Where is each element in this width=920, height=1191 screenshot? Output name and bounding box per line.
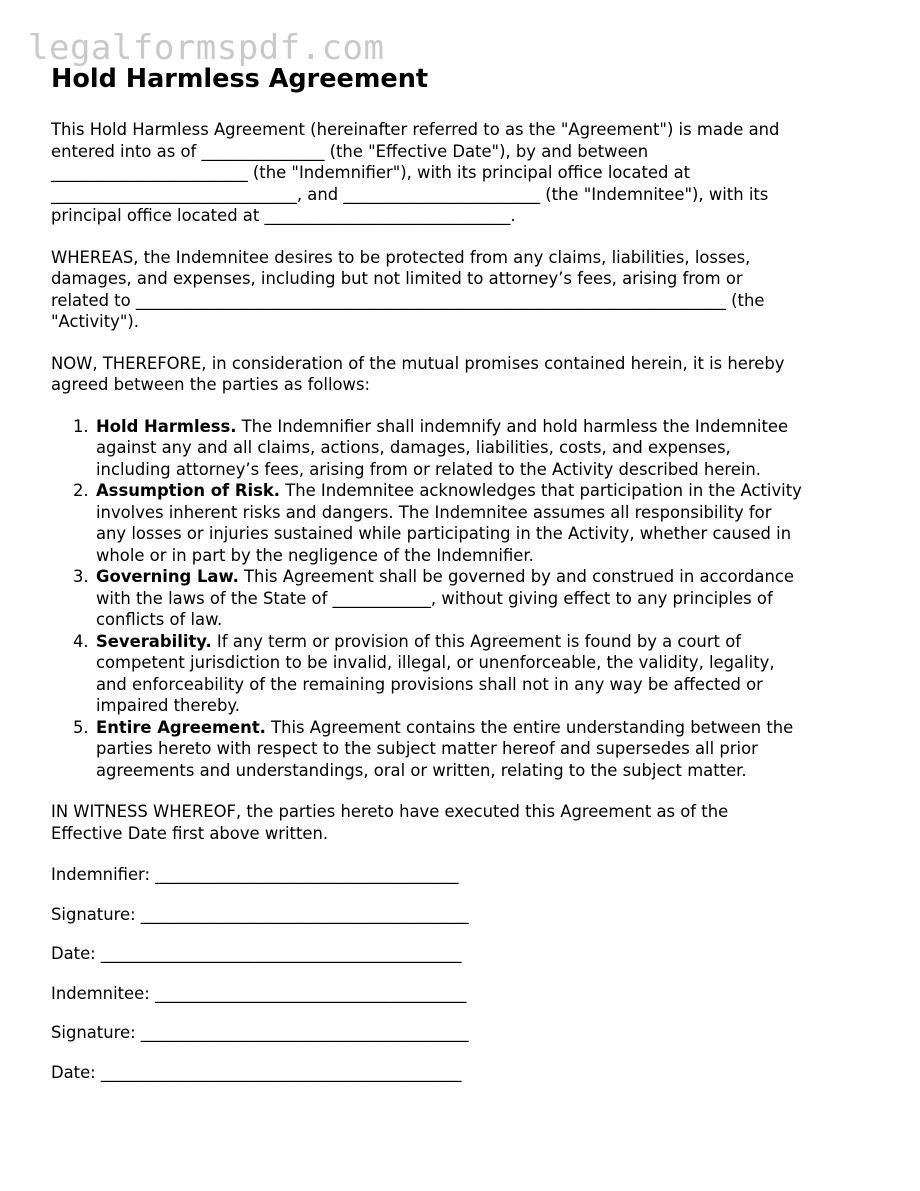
now-therefore-line: agreed between the parties as follows: bbox=[51, 375, 371, 394]
intro-line: ________________________ (the "Indemnifier"), with its principal office located at bbox=[51, 163, 691, 182]
clause-number: 4. bbox=[73, 631, 89, 651]
clause-governing-law bbox=[51, 566, 881, 631]
clause-text: involves inherent risks and dangers. The Indemnitee assumes all responsibility for bbox=[96, 502, 772, 522]
indemnifier-date-field[interactable]: Date: ____________________________________________ bbox=[51, 944, 462, 963]
clause-number: 3. bbox=[73, 567, 89, 586]
clause-text: This Agreement shall be governed by and construed in accordance bbox=[238, 567, 794, 586]
whereas-line: "Activity"). bbox=[51, 312, 139, 331]
clause-text: and enforceability of the remaining provisions shall not in any way be affected or bbox=[96, 674, 763, 694]
clause-text: conflicts of law. bbox=[96, 610, 223, 629]
indemnifier-name-field[interactable]: Indemnifier: _____________________________________ bbox=[51, 865, 459, 884]
clause-assumption-of-risk bbox=[51, 480, 881, 566]
intro-line: entered into as of _______________ (the "Effective Date"), by and between bbox=[51, 141, 649, 161]
clause-text: including attorney’s fees, arising from or related to the Activity described herein. bbox=[96, 459, 762, 479]
clause-text: any losses or injuries sustained while participating in the Activity, whether caused in bbox=[96, 524, 792, 543]
intro-line: This Hold Harmless Agreement (hereinafter referred to as the "Agreement") is made and bbox=[51, 120, 780, 139]
witness-paragraph bbox=[51, 801, 881, 844]
clause-text: competent jurisdiction to be invalid, illegal, or unenforceable, the validity, legality, bbox=[96, 653, 775, 672]
indemnitee-date-field[interactable]: Date: ____________________________________________ bbox=[51, 1062, 462, 1082]
document-title: Hold Harmless Agreement bbox=[51, 64, 429, 94]
clause-text: impaired thereby. bbox=[96, 696, 240, 715]
witness-line: Effective Date first above written. bbox=[51, 823, 329, 843]
whereas-line: related to ________________________________________________________________________ (the bbox=[51, 290, 765, 310]
clause-entire-agreement bbox=[51, 717, 881, 782]
clause-heading: Entire Agreement. bbox=[96, 717, 266, 737]
clause-text: against any and all claims, actions, damages, liabilities, costs, and expenses, bbox=[96, 438, 731, 457]
clause-text: with the laws of the State of ____________, without giving effect to any principles of bbox=[96, 588, 773, 608]
indemnifier-signature-field[interactable]: Signature: ________________________________________ bbox=[51, 904, 469, 924]
clause-text: whole or in part by the negligence of the Indemnifier. bbox=[96, 545, 534, 565]
intro-paragraph bbox=[51, 119, 881, 227]
indemnitee-name-field[interactable]: Indemnitee: ______________________________________ bbox=[51, 983, 467, 1003]
intro-line: ______________________________, and ________________________ (the "Indemnitee"), with its bbox=[51, 184, 769, 204]
clause-text: The Indemnifier shall indemnify and hold harmless the Indemnitee bbox=[236, 416, 789, 436]
now-therefore-paragraph bbox=[51, 353, 881, 396]
witness-line: IN WITNESS WHEREOF, the parties hereto have executed this Agreement as of the bbox=[51, 802, 729, 821]
clause-severability bbox=[51, 631, 881, 717]
clause-heading: Hold Harmless. bbox=[96, 416, 237, 436]
clause-text: If any term or provision of this Agreement is found by a court of bbox=[211, 631, 741, 651]
clause-heading: Governing Law. bbox=[96, 567, 239, 586]
whereas-line: damages, and expenses, including but not limited to attorney’s fees, arising from or bbox=[51, 269, 743, 288]
clause-text: This Agreement contains the entire understanding between the bbox=[265, 717, 794, 737]
whereas-line: WHEREAS, the Indemnitee desires to be protected from any claims, liabilities, losses, bbox=[51, 247, 751, 267]
clause-heading: Assumption of Risk. bbox=[96, 481, 280, 500]
intro-line: principal office located at ______________________________. bbox=[51, 206, 516, 225]
clause-text: agreements and understandings, oral or written, relating to the subject matter. bbox=[96, 760, 747, 780]
watermark-logo: legalformspdf.com bbox=[28, 28, 385, 68]
clause-list bbox=[51, 416, 881, 782]
clause-number: 1. bbox=[73, 416, 89, 436]
indemnitee-signature-field[interactable]: Signature: ________________________________________ bbox=[51, 1023, 469, 1042]
clause-number: 5. bbox=[73, 717, 89, 737]
now-therefore-line: NOW, THEREFORE, in consideration of the mutual promises contained herein, it is hereby bbox=[51, 353, 785, 373]
document-body bbox=[51, 62, 881, 1101]
clause-number: 2. bbox=[73, 481, 89, 500]
clause-text: The Indemnitee acknowledges that participation in the Activity bbox=[280, 481, 802, 500]
clause-text: parties hereto with respect to the subject matter hereof and supersedes all prior bbox=[96, 739, 758, 758]
whereas-paragraph bbox=[51, 247, 881, 333]
clause-hold-harmless bbox=[51, 416, 881, 481]
clause-heading: Severability. bbox=[96, 631, 212, 651]
